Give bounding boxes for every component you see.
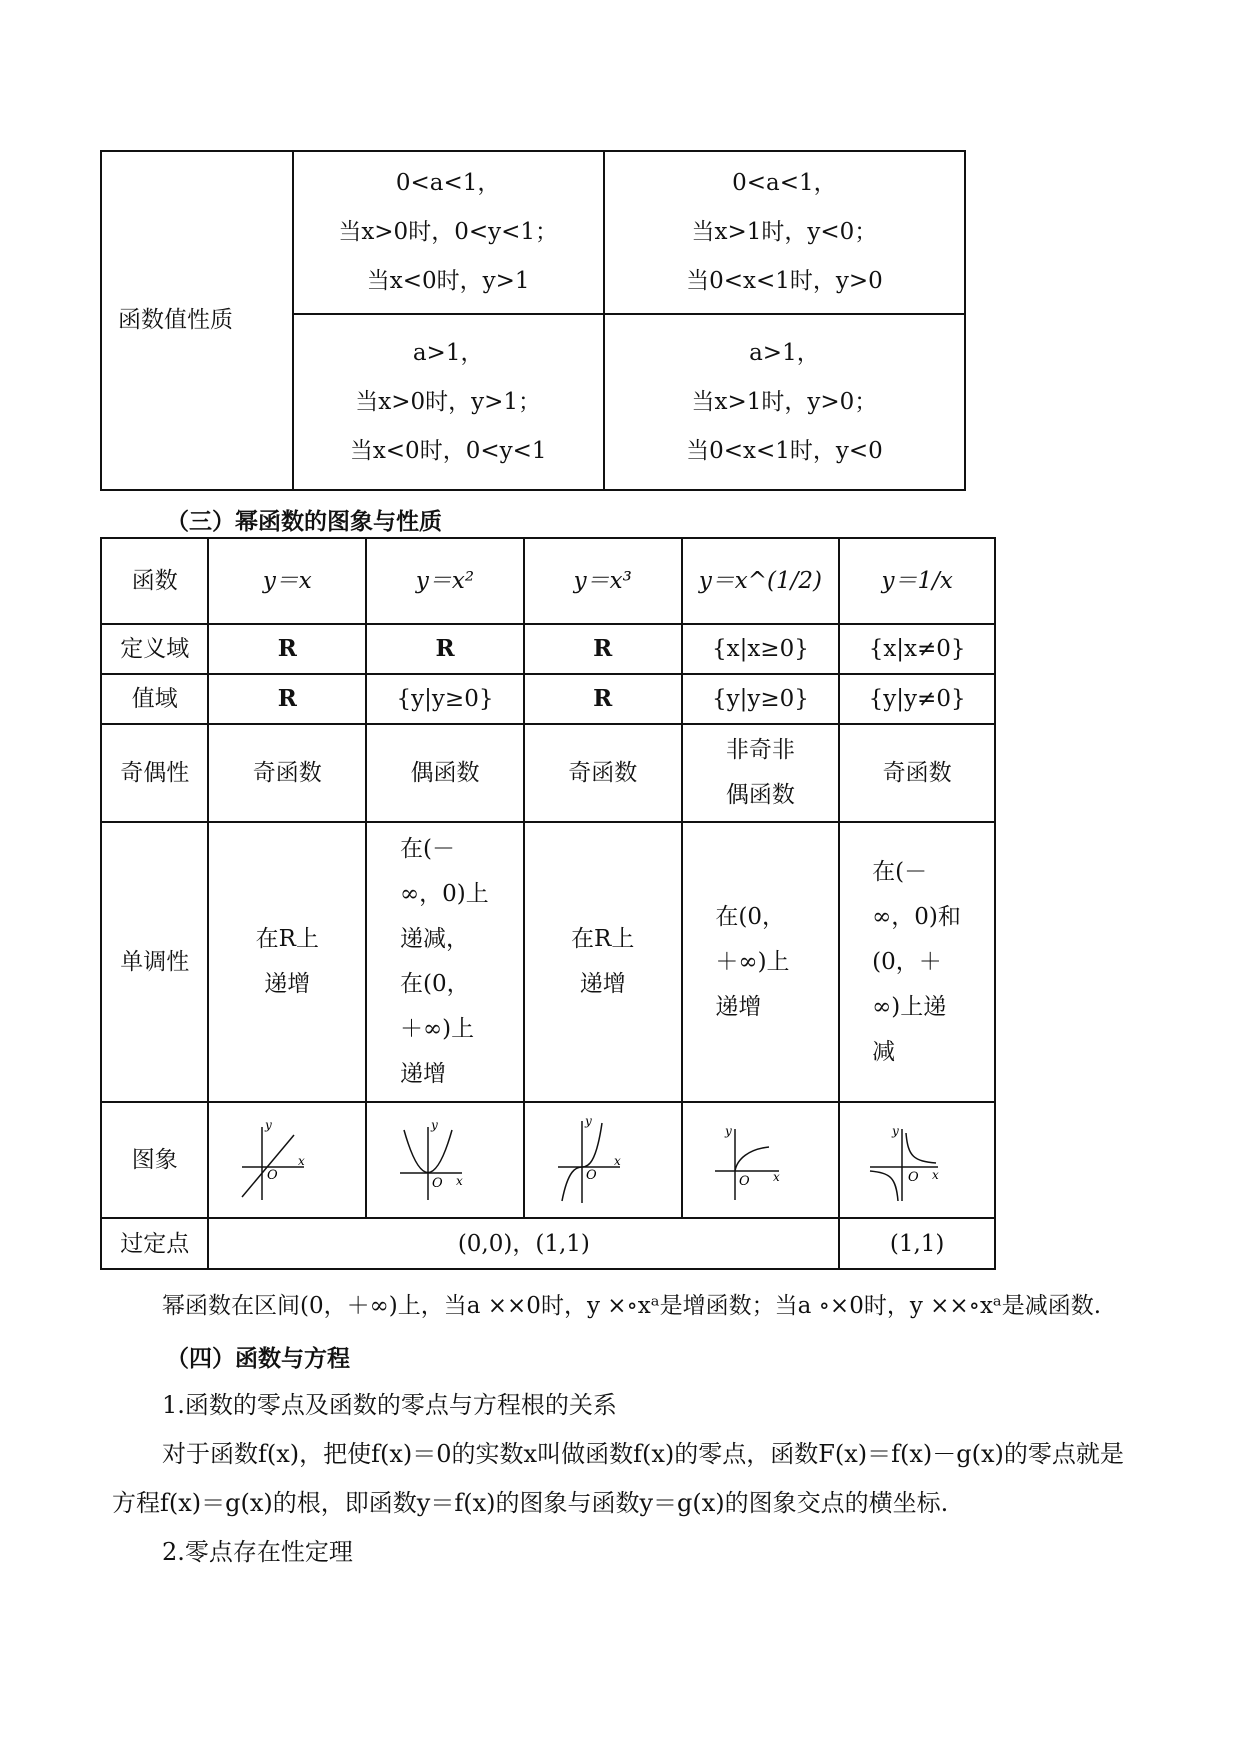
row-label-parity: 奇偶性: [101, 724, 208, 822]
svg-text:O: O: [432, 1176, 443, 1191]
paragraph-3: 2.零点存在性定理: [162, 1538, 353, 1566]
svg-text:O: O: [739, 1174, 751, 1189]
svg-text:x: x: [613, 1154, 621, 1168]
header-function: 函数: [101, 538, 208, 624]
svg-text:O: O: [267, 1168, 278, 1183]
table-cell: 偶函数: [366, 724, 524, 822]
power-function-note: 幂函数在区间(0，＋∞)上，当a ××0时，y ×∘xᵃ是增函数；当a ∘×0时，y ××∘xᵃ是减函数.: [162, 1293, 1102, 1319]
cell-exp-large-a: a>1， 当x>0时，y>1； 当x<0时，0<y<1: [293, 314, 604, 490]
svg-text:O: O: [585, 1168, 597, 1183]
table-cell: {y|y≥0}: [682, 674, 840, 724]
svg-text:x: x: [456, 1174, 463, 1188]
section-3-title: （三）幂函数的图象与性质: [166, 508, 442, 535]
table-cell: 在R上递增: [208, 822, 366, 1102]
row-label-domain: 定义域: [101, 624, 208, 674]
table-cell: {y|y≥0}: [366, 674, 524, 724]
header-y-x: y＝x: [208, 538, 366, 624]
table-cell: [524, 1102, 682, 1218]
header-y-sqrt-x: y＝x^(1/2): [682, 538, 840, 624]
svg-text:x: x: [773, 1170, 781, 1184]
svg-text:O: O: [908, 1170, 919, 1185]
graph-y-x3: [548, 1115, 658, 1205]
svg-text:y: y: [725, 1124, 733, 1138]
exp-log-value-table: [100, 150, 966, 491]
table-row: [101, 1102, 995, 1218]
svg-text:y: y: [431, 1118, 438, 1132]
table-row: [101, 724, 995, 822]
row-label-range: 值域: [101, 674, 208, 724]
graph-y-x2: [390, 1115, 500, 1205]
table-row: [101, 674, 995, 724]
header-y-x3: y＝x³: [524, 538, 682, 624]
table-cell: {y|y≠0}: [839, 674, 995, 724]
cell-log-large-a: a>1， 当x>1时，y>0； 当0<x<1时，y<0: [604, 314, 965, 490]
table-header-row: [101, 538, 995, 624]
table-cell: 奇函数: [524, 724, 682, 822]
table-cell: 奇函数: [839, 724, 995, 822]
graph-y-x: [232, 1115, 342, 1205]
table-cell: [366, 1102, 524, 1218]
header-y-inverse-x: y＝1/x: [839, 538, 995, 624]
table-cell: 非奇非偶函数: [682, 724, 840, 822]
table-cell: {x|x≥0}: [682, 624, 840, 674]
paragraph-1: 1.函数的零点及函数的零点与方程根的关系: [162, 1391, 617, 1419]
svg-text:x: x: [932, 1168, 939, 1182]
power-function-table: [100, 537, 996, 1270]
svg-text:y: y: [584, 1115, 592, 1128]
table-cell: (0,0)，(1,1): [208, 1218, 839, 1269]
table-cell: 奇函数: [208, 724, 366, 822]
table-row: [101, 624, 995, 674]
row-label-value-property: 函数值性质: [101, 151, 293, 490]
table-cell: [839, 1102, 995, 1218]
graph-y-sqrt-x: [705, 1115, 815, 1205]
header-y-x2: y＝x²: [366, 538, 524, 624]
table-cell: [682, 1102, 840, 1218]
svg-text:y: y: [265, 1118, 273, 1132]
table-cell: R: [524, 674, 682, 724]
svg-text:y: y: [892, 1124, 899, 1138]
table-cell: R: [208, 674, 366, 724]
row-label-monotonicity: 单调性: [101, 822, 208, 1102]
table-cell: R: [366, 624, 524, 674]
table-cell: [208, 1102, 366, 1218]
table-cell: R: [208, 624, 366, 674]
table-cell: (1,1): [839, 1218, 995, 1269]
cell-log-small-a: 0<a<1， 当x>1时，y<0； 当0<x<1时，y>0: [604, 151, 965, 314]
paragraph-2: 对于函数f(x)，把使f(x)＝0的实数x叫做函数f(x)的零点，函数F(x)＝f(x)－g(x)的零点就是方程f(x)＝g(x)的根，即函数y＝f(x)的图象与函数y＝g(x)的图象交点的横坐标.: [112, 1440, 1124, 1517]
graph-y-inverse-x: [862, 1115, 972, 1205]
table-cell: 在(－∞，0)和(0，＋∞)上递减: [839, 822, 995, 1102]
section-4-title: （四）函数与方程: [166, 1345, 350, 1372]
table-cell: 在(0，＋∞)上递增: [682, 822, 840, 1102]
table-cell: {x|x≠0}: [839, 624, 995, 674]
row-label-fixed-point: 过定点: [101, 1218, 208, 1269]
row-label-graph: 图象: [101, 1102, 208, 1218]
cell-exp-small-a: 0<a<1， 当x>0时，0<y<1； 当x<0时，y>1: [293, 151, 604, 314]
table-row: [101, 1218, 995, 1269]
svg-text:x: x: [298, 1154, 306, 1168]
table-cell: 在(－∞，0)上递减，在(0，＋∞)上递增: [366, 822, 524, 1102]
table-cell: R: [524, 624, 682, 674]
table-row: [101, 822, 995, 1102]
table-cell: 在R上递增: [524, 822, 682, 1102]
